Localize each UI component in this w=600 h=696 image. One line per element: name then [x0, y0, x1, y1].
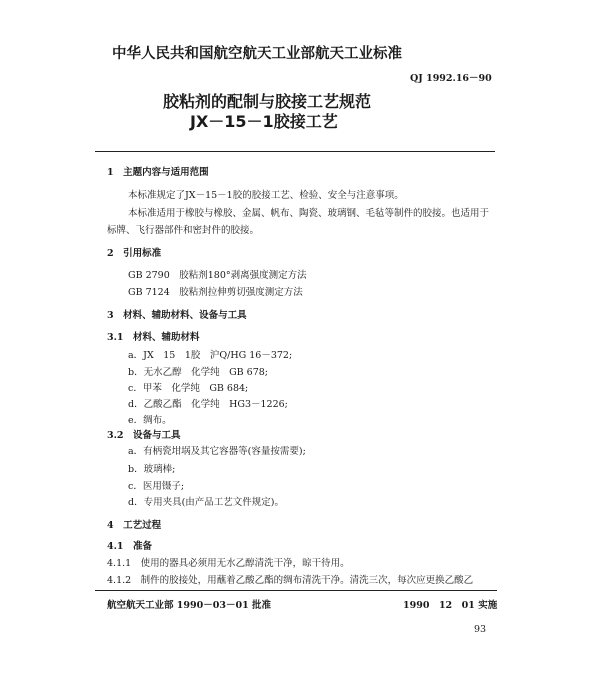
reference-item: GB 7124 胶粘剂拉伸剪切强度测定方法 [128, 287, 303, 298]
section-3-2-heading: 3.2 设备与工具 [107, 430, 181, 441]
material-item: c．甲苯 化学纯 GB 684; [128, 383, 249, 394]
material-item: e．绸布。 [128, 415, 172, 426]
section-4-heading: 4 工艺过程 [107, 520, 162, 531]
standard-organization: 中华人民共和国航空航天工业部航天工业标准 [112, 46, 402, 62]
material-item: b．无水乙醇 化学纯 GB 678; [128, 367, 269, 378]
section-1-paragraph-1: 本标准规定了JX－15－1胶的胶接工艺、检验、安全与注意事项。 [128, 190, 404, 201]
section-4-1-heading: 4.1 准备 [107, 541, 153, 552]
section-2-heading: 2 引用标准 [107, 248, 162, 259]
equipment-item: b．玻璃棒; [128, 464, 176, 475]
section-1-paragraph-2: 本标准适用于橡胶与橡胶、金属、帆布、陶瓷、玻璃钢、毛毡等制件的胶接。也适用于 [128, 208, 490, 219]
clause-4-1-1: 4.1.1 使用的器具必须用无水乙醇清洗干净，晾干待用。 [107, 558, 350, 569]
equipment-item: c．医用镊子; [128, 481, 185, 492]
document-title: 胶粘剂的配制与胶接工艺规范 [163, 92, 372, 111]
standard-code: QJ 1992.16－90 [410, 73, 492, 84]
clause-4-1-2: 4.1.2 制件的胶接处，用蘸着乙酸乙酯的绸布清洗干净。清洗三次，每次应更换乙酸乙 [107, 575, 474, 586]
page-number: 93 [474, 624, 487, 635]
section-3-heading: 3 材料、辅助材料、设备与工具 [107, 310, 247, 321]
material-item: a．JX 15 1胶 沪Q/HG 16－372; [128, 350, 293, 361]
effective-date: 1990 12 01 实施 [403, 600, 498, 611]
equipment-item: a．有柄瓷坩埚及其它容器等(容量按需要); [128, 446, 306, 457]
reference-item: GB 2790 胶粘剂180°剥离强度测定方法 [128, 270, 307, 281]
footer-divider [95, 590, 497, 591]
section-1-heading: 1 主题内容与适用范围 [107, 167, 209, 178]
section-1-paragraph-2-cont: 标牌、飞行器部件和密封件的胶接。 [107, 225, 260, 236]
approval-line: 航空航天工业部 1990－03－01 批准 [107, 600, 271, 611]
material-item: d．乙酸乙酯 化学纯 HG3－1226; [128, 399, 288, 410]
equipment-item: d．专用夹具(由产品工艺文件规定)。 [128, 497, 284, 508]
document-subtitle: JX－15－1胶接工艺 [190, 112, 338, 131]
section-3-1-heading: 3.1 材料、辅助材料 [107, 332, 200, 343]
title-divider [95, 151, 495, 152]
